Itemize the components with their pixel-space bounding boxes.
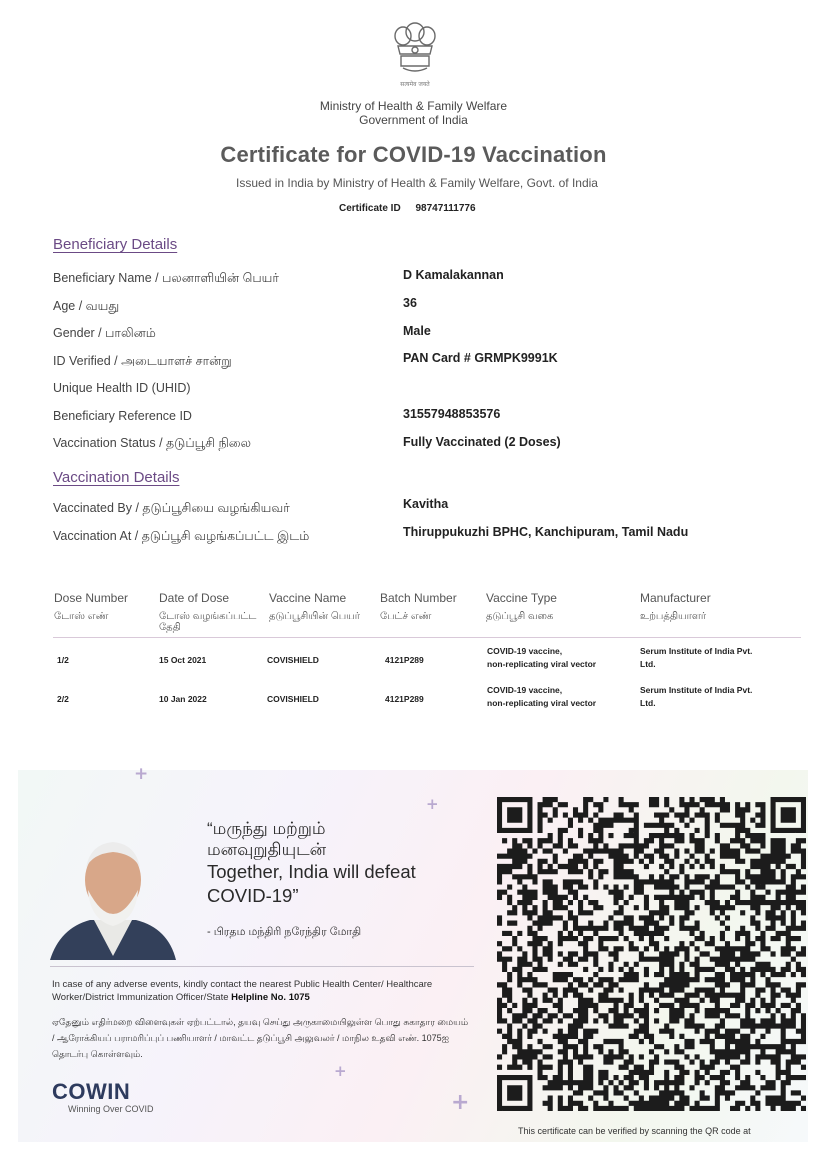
table-divider (53, 637, 801, 638)
col-batch-number-ta: பேட்ச் எண் (380, 611, 432, 622)
national-emblem-icon (389, 14, 441, 90)
age-value: 36 (403, 296, 417, 310)
quote-tamil (207, 818, 326, 860)
dose-1-type-line2: non-replicating viral vector (487, 659, 597, 669)
dose-2-type (487, 684, 596, 710)
dose-2-date: 10 Jan 2022 (159, 694, 207, 704)
dose-2-mfr-line1: Serum Institute of India Pvt. (640, 685, 753, 695)
government-line: Government of India (359, 113, 468, 127)
quote-attribution: - பிரதம மந்திரி நரேந்திர மோதி (207, 926, 362, 938)
quote-tamil-line2: மனவுறுதியுடன் (207, 840, 327, 859)
vaccinated-by-label: Vaccinated By / தடுப்பூசியை வழங்கியவர் (53, 501, 290, 515)
adverse-events-text: In case of any adverse events, kindly contact the nearest Public Health Center/ Healthcare Worker/District Immunization Officer/State (52, 979, 433, 1003)
dose-2-type-line1: COVID-19 vaccine, (487, 685, 563, 695)
emblem-motto: सत्यमेव जयते (400, 81, 430, 88)
vaccinated-by-value: Kavitha (403, 497, 449, 511)
prime-minister-photo (50, 828, 176, 960)
col-date-of-dose-en: Date of Dose (159, 591, 230, 605)
col-vaccine-name-ta: தடுப்பூசியின் பெயர் (269, 611, 360, 622)
col-vaccine-type-en: Vaccine Type (486, 591, 557, 605)
col-vaccine-type-ta: தடுப்பூசி வகை (486, 611, 554, 622)
dose-2-vaccine: COVISHIELD (267, 694, 319, 704)
cowin-tagline: Winning Over COVID (68, 1104, 154, 1114)
decorative-plus-icon: + (426, 795, 439, 813)
dose-2-batch: 4121P289 (385, 694, 424, 704)
col-dose-number-ta: டோஸ் எண் (54, 611, 109, 622)
dose-2-number: 2/2 (57, 694, 69, 704)
reference-id-label: Beneficiary Reference ID (53, 409, 192, 423)
certificate-id-label: Certificate ID (339, 203, 401, 214)
dose-1-manufacturer (640, 645, 752, 671)
issued-by: Issued in India by Ministry of Health & Family Welfare, Govt. of India (236, 176, 598, 190)
qr-modules (497, 797, 806, 1111)
uhid-label: Unique Health ID (UHID) (53, 381, 191, 395)
col-date-of-dose (159, 591, 263, 633)
col-vaccine-name-en: Vaccine Name (269, 591, 347, 605)
beneficiary-name-label: Beneficiary Name / பலனாளியின் பெயர் (53, 271, 279, 285)
beneficiary-details-heading: Beneficiary Details (53, 236, 178, 253)
certificate-title: Certificate for COVID-19 Vaccination (220, 142, 607, 167)
dose-1-vaccine: COVISHIELD (267, 655, 319, 665)
dose-1-type-line1: COVID-19 vaccine, (487, 646, 563, 656)
col-manufacturer-ta: உற்பத்தியாளர் (640, 611, 707, 622)
cowin-logo: COWIN (52, 1079, 131, 1104)
verification-note: This certificate can be verified by scanning the QR code at (518, 1126, 751, 1136)
ministry-line: Ministry of Health & Family Welfare (319, 99, 508, 113)
age-label: Age / வயது (53, 299, 120, 313)
vaccination-at-value: Thiruppukuzhi BPHC, Kanchipuram, Tamil Nadu (403, 525, 689, 539)
reference-id-value: 31557948853576 (403, 407, 501, 421)
certificate-id-value: 98747111776 (415, 203, 476, 214)
quote-english: Together, India will defeat COVID-19” (207, 861, 416, 906)
helpline-number: Helpline No. 1075 (231, 992, 310, 1003)
vaccination-details-heading: Vaccination Details (53, 469, 180, 486)
decorative-plus-icon: + (334, 1062, 347, 1080)
dose-1-batch: 4121P289 (385, 655, 424, 665)
adverse-events-notice (52, 978, 462, 1004)
col-vaccine-type (486, 591, 626, 622)
vaccination-status-value: Fully Vaccinated (2 Doses) (403, 435, 561, 449)
dose-2-manufacturer (640, 684, 752, 710)
id-verified-label: ID Verified / அடையாளச் சான்று (53, 354, 232, 368)
col-manufacturer-en: Manufacturer (640, 591, 711, 605)
id-verified-value: PAN Card # GRMPK9991K (403, 351, 558, 365)
col-batch-number (380, 591, 480, 622)
vaccination-at-label: Vaccination At / தடுப்பூசி வழங்கப்பட்ட இடம் (53, 529, 310, 543)
ministry-name (0, 99, 827, 127)
decorative-plus-icon: + (134, 764, 149, 784)
dose-1-mfr-line1: Serum Institute of India Pvt. (640, 646, 753, 656)
col-date-of-dose-ta: டோஸ் வழங்கப்பட்ட தேதி (159, 611, 257, 633)
vaccination-status-label: Vaccination Status / தடுப்பூசி நிலை (53, 436, 252, 450)
decorative-plus-icon: + (451, 1090, 470, 1115)
dose-2-mfr-line2: Ltd. (640, 698, 656, 708)
gender-value: Male (403, 324, 431, 338)
adverse-events-notice-tamil: ஏதேனும் எதிர்மறை விளைவுகள் ஏற்பட்டால், தயவு செய்து அருகாமையிலுள்ள பொது சுகாதார மையம் / ஆரோக்கியப் பராமரிப்புப் பணியாளர் / மாவட்ட தடுப்பூசி அலுவலர் / மாநில உதவி எண். 1075ஐ தொடர்பு கொள்ளவும். (52, 1017, 469, 1059)
dose-1-type (487, 645, 596, 671)
dose-1-mfr-line2: Ltd. (640, 659, 656, 669)
col-vaccine-name (269, 591, 377, 622)
col-manufacturer (640, 591, 790, 622)
dose-2-type-line2: non-replicating viral vector (487, 698, 597, 708)
gender-label: Gender / பாலினம் (53, 326, 156, 340)
beneficiary-name-value: D Kamalakannan (403, 268, 504, 282)
col-batch-number-en: Batch Number (380, 591, 457, 605)
qr-code (497, 797, 806, 1111)
dose-1-number: 1/2 (57, 655, 69, 665)
col-dose-number (54, 591, 154, 622)
banner-divider (50, 966, 474, 967)
dose-1-date: 15 Oct 2021 (159, 655, 207, 665)
quote-tamil-line1: “மருந்து மற்றும் (207, 819, 326, 838)
col-dose-number-en: Dose Number (54, 591, 129, 605)
certificate-id (339, 203, 476, 214)
